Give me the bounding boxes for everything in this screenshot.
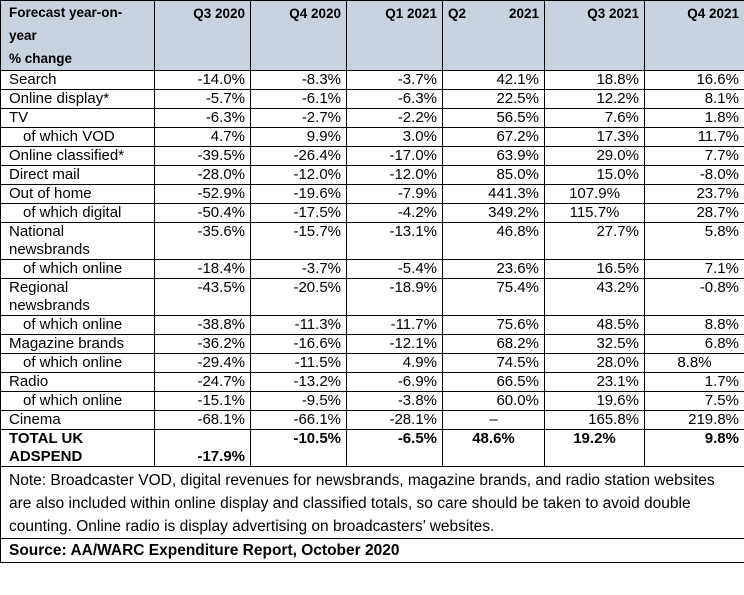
row-label-text: Direct mail [9, 166, 80, 183]
cell-q3-2020: -28.0% [155, 166, 251, 185]
row-label-text-line2: newsbrands [9, 297, 90, 314]
cell-q3-2020: -6.3% [155, 109, 251, 128]
cell-q3-2021: 32.5% [545, 335, 645, 354]
cell-q2-2021: 75.6% [443, 316, 545, 335]
cell-q1-2021: -17.0% [347, 147, 443, 166]
cell-q1-2021: -12.0% [347, 166, 443, 185]
cell-q3-2021: 165.8% [545, 411, 645, 430]
total-label [1, 430, 155, 467]
cell-q3-2020: -68.1% [155, 411, 251, 430]
cell-q4-2021: 7.7% [645, 147, 744, 166]
table-row [1, 316, 744, 335]
cell-q3-2020: -15.1% [155, 392, 251, 411]
cell-q4-2021: 219.8% [645, 411, 744, 430]
row-label-text: Radio [9, 373, 49, 390]
cell-q3-2021: 48.5% [545, 316, 645, 335]
cell-q1-2021: -12.1% [347, 335, 443, 354]
cell-q2-2021: 85.0% [443, 166, 545, 185]
row-label [1, 411, 155, 430]
header-q2-2021 [443, 1, 545, 71]
cell-q4-2020: -66.1% [251, 411, 347, 430]
cell-q4-2021: 7.1% [645, 260, 744, 279]
cell-q2-2021: 42.1% [443, 71, 545, 90]
cell-q3-2021: 7.6% [545, 109, 645, 128]
cell-q3-2021: 12.2% [545, 90, 645, 109]
cell-q3-2021: 15.0% [545, 166, 645, 185]
cell-q4-2020: -6.1% [251, 90, 347, 109]
row-label [1, 260, 155, 279]
source-row [1, 539, 744, 563]
cell-q3-2021: 17.3% [545, 128, 645, 147]
cell-q1-2021: -3.7% [347, 71, 443, 90]
table-row [1, 223, 744, 260]
cell-q4-2021: -8.0% [645, 166, 744, 185]
row-label-text: Search [9, 71, 57, 88]
row-label [1, 204, 155, 223]
total-label-line1: TOTAL UK [9, 430, 84, 447]
cell-q4-2020: -8.3% [251, 71, 347, 90]
header-q2-year: 2021 [508, 6, 539, 21]
cell-q4-2021: 1.8% [645, 109, 744, 128]
header-q3-2020: Q3 2020 [155, 1, 251, 71]
cell-q2-2021: 67.2% [443, 128, 545, 147]
cell-q1-2021: -2.2% [347, 109, 443, 128]
total-q3-2020: -17.9% [155, 430, 251, 467]
cell-q4-2021: 23.7% [645, 185, 744, 204]
cell-q3-2021: 19.6% [545, 392, 645, 411]
cell-q4-2020: -26.4% [251, 147, 347, 166]
cell-q3-2021: 23.1% [545, 373, 645, 392]
table-row [1, 147, 744, 166]
row-label-text: of which online [23, 354, 123, 371]
cell-q2-2021: – [443, 411, 545, 430]
cell-q2-2021: 22.5% [443, 90, 545, 109]
table-row [1, 71, 744, 90]
row-label [1, 373, 155, 392]
row-label [1, 354, 155, 373]
cell-q1-2021: -11.7% [347, 316, 443, 335]
cell-q4-2020: -20.5% [251, 279, 347, 316]
row-label [1, 90, 155, 109]
header-q1-2021: Q1 2021 [347, 1, 443, 71]
cell-q3-2020: -14.0% [155, 71, 251, 90]
table-row [1, 166, 744, 185]
cell-q4-2021: 6.8% [645, 335, 744, 354]
cell-q4-2020: -12.0% [251, 166, 347, 185]
cell-q3-2020: -29.4% [155, 354, 251, 373]
header-label [1, 1, 155, 71]
row-label-text-line2: newsbrands [9, 241, 90, 258]
cell-q2-2021: 63.9% [443, 147, 545, 166]
cell-q3-2020: -24.7% [155, 373, 251, 392]
cell-q1-2021: -28.1% [347, 411, 443, 430]
cell-q1-2021: -6.9% [347, 373, 443, 392]
source-text: Source: AA/WARC Expenditure Report, October 2020 [1, 539, 744, 563]
row-label-text: Out of home [9, 185, 92, 202]
cell-q1-2021: -18.9% [347, 279, 443, 316]
table-row [1, 392, 744, 411]
cell-q3-2021: 28.0% [545, 354, 645, 373]
cell-q1-2021: -13.1% [347, 223, 443, 260]
cell-q4-2020: -11.5% [251, 354, 347, 373]
note-text: Note: Broadcaster VOD, digital revenues for newsbrands, magazine brands, and radio station websites are also included within online display and classified totals, so care should be taken to avoid double counting. Online radio is display advertising on broadcasters’ websites. [1, 467, 744, 539]
cell-q3-2021: 29.0% [545, 147, 645, 166]
row-label-text: TV [9, 109, 29, 126]
total-q4-2021: 9.8% [645, 430, 744, 467]
cell-q3-2021: 27.7% [545, 223, 645, 260]
cell-q2-2021: 60.0% [443, 392, 545, 411]
cell-q2-2021: 75.4% [443, 279, 545, 316]
total-label-line2: ADSPEND [9, 448, 83, 465]
cell-q3-2020: 4.7% [155, 128, 251, 147]
table-row [1, 373, 744, 392]
cell-q2-2021: 56.5% [443, 109, 545, 128]
table-row [1, 109, 744, 128]
header-label-line1: Forecast year-on- [9, 5, 123, 20]
cell-q1-2021: 3.0% [347, 128, 443, 147]
row-label-text: Regional [9, 279, 69, 296]
row-label [1, 128, 155, 147]
cell-q3-2021: 115.7% [545, 204, 645, 223]
cell-q2-2021: 66.5% [443, 373, 545, 392]
table-row [1, 260, 744, 279]
cell-q4-2021: 8.1% [645, 90, 744, 109]
cell-q2-2021: 441.3% [443, 185, 545, 204]
cell-q2-2021: 349.2% [443, 204, 545, 223]
cell-q3-2020: -39.5% [155, 147, 251, 166]
cell-q3-2020: -43.5% [155, 279, 251, 316]
row-label-text: Online display* [9, 90, 110, 107]
table-row [1, 90, 744, 109]
row-label [1, 316, 155, 335]
cell-q3-2020: -36.2% [155, 335, 251, 354]
cell-q4-2021: 5.8% [645, 223, 744, 260]
cell-q4-2020: -15.7% [251, 223, 347, 260]
header-q3-2021: Q3 2021 [545, 1, 645, 71]
table-row [1, 128, 744, 147]
cell-q4-2020: 9.9% [251, 128, 347, 147]
cell-q3-2020: -18.4% [155, 260, 251, 279]
table-row [1, 411, 744, 430]
cell-q3-2021: 107.9% [545, 185, 645, 204]
table-row [1, 335, 744, 354]
table-row [1, 204, 744, 223]
cell-q3-2020: -35.6% [155, 223, 251, 260]
cell-q2-2021: 74.5% [443, 354, 545, 373]
cell-q4-2020: -19.6% [251, 185, 347, 204]
row-label [1, 109, 155, 128]
row-label-text: Magazine brands [9, 335, 125, 352]
total-q3-2021: 19.2% [545, 430, 645, 467]
cell-q3-2020: -38.8% [155, 316, 251, 335]
row-label [1, 147, 155, 166]
cell-q1-2021: -6.3% [347, 90, 443, 109]
cell-q4-2021: 1.7% [645, 373, 744, 392]
table-row [1, 279, 744, 316]
row-label-text: National [9, 223, 65, 240]
cell-q2-2021: 68.2% [443, 335, 545, 354]
row-label [1, 185, 155, 204]
row-label [1, 166, 155, 185]
cell-q3-2020: -50.4% [155, 204, 251, 223]
cell-q1-2021: -4.2% [347, 204, 443, 223]
cell-q2-2021: 23.6% [443, 260, 545, 279]
cell-q3-2021: 18.8% [545, 71, 645, 90]
row-label-text: Cinema [9, 411, 61, 428]
cell-q4-2020: -16.6% [251, 335, 347, 354]
header-q4-2021: Q4 2021 [645, 1, 744, 71]
cell-q4-2021: 8.8% [645, 354, 744, 373]
note-row [1, 467, 744, 539]
cell-q4-2020: -17.5% [251, 204, 347, 223]
cell-q1-2021: -5.4% [347, 260, 443, 279]
header-label-line3: % change [9, 51, 73, 66]
total-q2-2021: 48.6% [443, 430, 545, 467]
row-label-text: of which online [23, 392, 123, 409]
cell-q4-2021: 11.7% [645, 128, 744, 147]
row-label [1, 392, 155, 411]
cell-q1-2021: 4.9% [347, 354, 443, 373]
cell-q1-2021: -7.9% [347, 185, 443, 204]
cell-q4-2021: -0.8% [645, 279, 744, 316]
row-label [1, 71, 155, 90]
cell-q1-2021: -3.8% [347, 392, 443, 411]
cell-q4-2021: 28.7% [645, 204, 744, 223]
cell-q4-2021: 16.6% [645, 71, 744, 90]
cell-q4-2020: -3.7% [251, 260, 347, 279]
row-label-text: of which digital [23, 204, 122, 221]
row-label [1, 223, 155, 260]
table-row [1, 354, 744, 373]
cell-q3-2021: 43.2% [545, 279, 645, 316]
row-label-text: of which online [23, 260, 123, 277]
cell-q4-2020: -2.7% [251, 109, 347, 128]
row-label [1, 279, 155, 316]
total-row [1, 430, 744, 467]
header-q2-word: Q2 [448, 6, 467, 21]
cell-q4-2020: -13.2% [251, 373, 347, 392]
cell-q4-2020: -9.5% [251, 392, 347, 411]
header-label-line2: year [9, 28, 37, 43]
row-label-text: of which online [23, 316, 123, 333]
row-label-text: of which VOD [23, 128, 115, 145]
row-label-text: Online classified* [9, 147, 125, 164]
row-label [1, 335, 155, 354]
total-q1-2021: -6.5% [347, 430, 443, 467]
cell-q3-2021: 16.5% [545, 260, 645, 279]
total-q4-2020: -10.5% [251, 430, 347, 467]
table-body [1, 71, 744, 563]
cell-q4-2021: 7.5% [645, 392, 744, 411]
cell-q4-2021: 8.8% [645, 316, 744, 335]
table-row [1, 185, 744, 204]
header-q4-2020: Q4 2020 [251, 1, 347, 71]
cell-q2-2021: 46.8% [443, 223, 545, 260]
header-row [1, 1, 744, 71]
cell-q4-2020: -11.3% [251, 316, 347, 335]
cell-q3-2020: -52.9% [155, 185, 251, 204]
cell-q3-2020: -5.7% [155, 90, 251, 109]
